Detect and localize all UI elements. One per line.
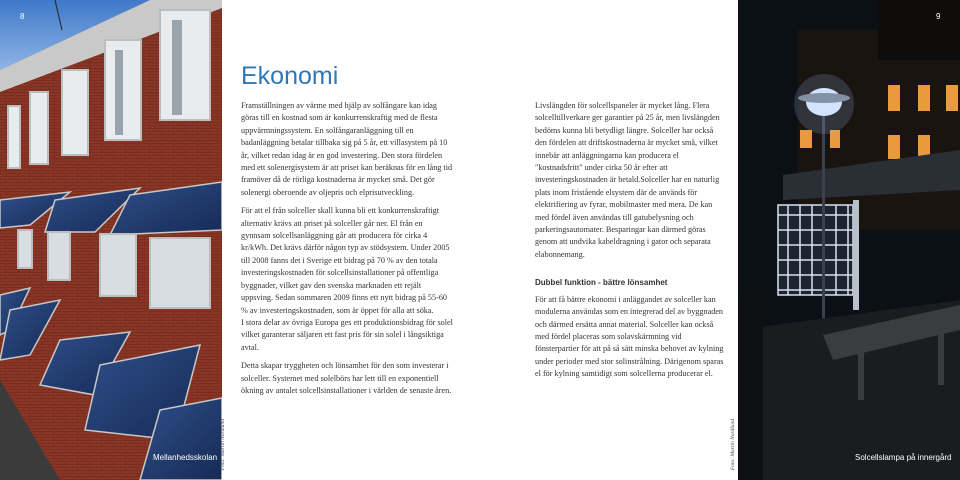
page-number-right: 9 <box>936 12 941 21</box>
paragraph: Livslängden för solcellspaneler är mycket lång. Flera solcelltillverkare ger garantier på 25 år, men livslängden bedöms kunna bli betydligt längre. Solceller har också den fördelen att driftskostnaderna är mycket små, vilket innebär att anläggningarna kan producera el "kostnadsfritt" under cirka 50 år efter att investeringskostnaden är betald.Solceller har en naturlig plats inom fristående elsystem där de används för elektrifiering av fyrar, mobilmaster med mera. De kan med fördel även användas till gatubelysning och parkeringsautomater. Besparingar kan därmed göras genom att undvika kabeldragning i gator och separata elabonnemang. <box>535 101 720 259</box>
photo-mellanhedsskolan <box>0 0 222 480</box>
photo-credit-left: Foto: Martin Nordlund <box>220 418 226 470</box>
page-title: Ekonomi <box>241 62 339 90</box>
photo-solar-lamp-courtyard <box>738 0 960 480</box>
left-text-column <box>241 100 453 403</box>
paragraph: Framställningen av värme med hjälp av solfångare kan idag göras till en kostnad som är konkurrenskraftig med de flesta uppvärmningssystem. En solfångaranläggning till en badanläggning betalar tillbaka sig på 5 år, ett villasystem på 10 år, vilket redan idag är en god investering. Den stora fördelen med ett solenergisystem är att priset kan beräknas för en lång tid framöver då de rörliga kostnaderna är mycket små. Det gör solenergi oberoende av oljepris och elprisutveckling. <box>241 101 453 197</box>
page-number-left: 8 <box>20 12 25 21</box>
school-building-image <box>0 0 222 480</box>
right-text-column <box>535 100 725 387</box>
paragraph: För att få bättre ekonomi i anläggandet av solceller kan modulerna användas som en integrerad del av byggnaden och därmed ersätta annat material. Solceller kan också med fördel placeras som solavskärmning vid fönsterpartier för att på så sätt minska behovet av kylning under perioder med stor solinstrålning. Därigenom sparas el för kylning samtidigt som solcellerna producerar el. <box>535 294 724 379</box>
subheading: Dubbel funktion - bättre lönsamhet <box>535 278 668 288</box>
paragraph: I stora delar av övriga Europa ges ett produktionsbidrag för solel vilket garanterar säljaren ett fast pris för sin solel i långsiktiga avtal. <box>241 317 453 352</box>
paragraph: För att el från solceller skall kunna bli ett konkurrenskraftigt alternativ krävs att priset på solceller går ner. El från en gynnsam solcellsanläggning går att producera för cirka 4 kr/kWh. Det krävs därför någon typ av stödsystem. Under 2005 till 2008 fanns det i Sverige ett bidrag på 70 % av den totala investeringskostnaden för solcellsinstallationer på offentliga byggnader, vilket gav den svenska marknaden ett rejält uppsving. Sedan sommaren 2009 finns ett nytt bidrag på 55-60 % av investeringskostnaden, som är öppet för alla att söka. <box>241 206 450 315</box>
photo-credit-right: Foto: Martin Nordlund <box>730 418 736 470</box>
photo-caption-right: Solcellslampa på innergård <box>855 453 952 462</box>
paragraph: Detta skapar tryggheten och lönsamhet för den som investerar i solceller. Systemet med solelbörs har lett till en exponentiell ökning av antalet solcellsinstallationer i världen de senaste åren. <box>241 361 452 395</box>
courtyard-image <box>738 0 960 480</box>
photo-caption-left: Mellanhedsskolan <box>153 453 218 462</box>
